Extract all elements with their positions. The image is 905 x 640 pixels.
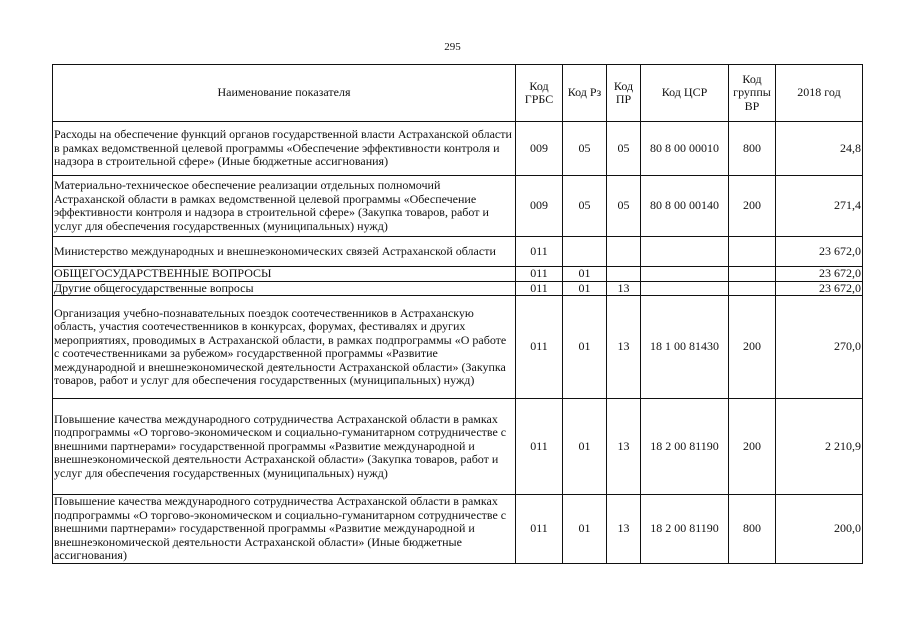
row-vr xyxy=(729,281,776,296)
budget-table xyxy=(52,64,863,564)
row-pr xyxy=(607,237,641,267)
row-pr xyxy=(607,267,641,282)
row-csr: 80 8 00 00140 xyxy=(641,176,729,237)
row-grbs: 011 xyxy=(516,399,563,495)
row-amount: 270,0 xyxy=(776,296,863,399)
row-grbs: 009 xyxy=(516,176,563,237)
row-pr: 05 xyxy=(607,176,641,237)
row-amount: 24,8 xyxy=(776,122,863,176)
row-name: Повышение качества международного сотрудничества Астраханской области в рамках подпрограммы «О торгово-экономическом и социально-гуманитарном сотрудничестве с внешними партнерами» государственной программы «Развитие международной и внешнеэкономической деятельности Астраханской области» (Закупка товаров, работ и услуг для обеспечения государственных (муниципальных) нужд) xyxy=(53,399,516,495)
row-csr: 80 8 00 00010 xyxy=(641,122,729,176)
row-rz xyxy=(563,237,607,267)
row-name: Повышение качества международного сотрудничества Астраханской области в рамках подпрограммы «О торгово-экономическом и социально-гуманитарном сотрудничестве с внешними партнерами» государственной программы «Развитие международной и внешнеэкономической деятельности Астраханской области» (Иные бюджетные ассигнования) xyxy=(53,495,516,564)
row-vr xyxy=(729,267,776,282)
page-number: 295 xyxy=(444,41,461,53)
row-csr: 18 1 00 81430 xyxy=(641,296,729,399)
table-row xyxy=(53,495,863,564)
row-csr xyxy=(641,281,729,296)
row-csr xyxy=(641,237,729,267)
row-vr: 800 xyxy=(729,122,776,176)
row-name: Организация учебно-познавательных поездок соотечественников в Астраханскую область, участия соотечественников в конкурсах, форумах, фестивалях и других мероприятиях, проводимых в Астраханской области, в рамках подпрограммы «О работе с соотечественниками за рубежом» государственной программы «Развитие международной и внешнеэкономической деятельности Астраханской области» (Закупка товаров, работ и услуг для обеспечения государственных (муниципальных) нужд) xyxy=(53,296,516,399)
row-grbs: 011 xyxy=(516,237,563,267)
row-vr: 200 xyxy=(729,296,776,399)
row-rz: 05 xyxy=(563,176,607,237)
row-csr: 18 2 00 81190 xyxy=(641,399,729,495)
header-year: 2018 год xyxy=(776,65,863,122)
row-vr: 200 xyxy=(729,176,776,237)
row-grbs: 009 xyxy=(516,122,563,176)
row-rz: 01 xyxy=(563,281,607,296)
table-row xyxy=(53,281,863,296)
row-name: Расходы на обеспечение функций органов государственной власти Астраханской области в рамках ведомственной целевой программы «Обеспечение эффективности контроля и надзора в строительной сфере» (Иные бюджетные ассигнования) xyxy=(53,122,516,176)
row-csr: 18 2 00 81190 xyxy=(641,495,729,564)
row-grbs: 011 xyxy=(516,495,563,564)
row-pr: 13 xyxy=(607,495,641,564)
row-pr: 13 xyxy=(607,296,641,399)
row-amount: 23 672,0 xyxy=(776,237,863,267)
header-pr: Код ПР xyxy=(607,65,641,122)
row-pr: 05 xyxy=(607,122,641,176)
row-amount: 200,0 xyxy=(776,495,863,564)
row-rz: 01 xyxy=(563,399,607,495)
header-rz: Код Рз xyxy=(563,65,607,122)
row-pr: 13 xyxy=(607,281,641,296)
row-rz: 01 xyxy=(563,296,607,399)
table-row xyxy=(53,176,863,237)
row-grbs: 011 xyxy=(516,267,563,282)
row-amount: 2 210,9 xyxy=(776,399,863,495)
row-rz: 01 xyxy=(563,495,607,564)
row-name: ОБЩЕГОСУДАРСТВЕННЫЕ ВОПРОСЫ xyxy=(53,267,516,282)
row-name: Другие общегосударственные вопросы xyxy=(53,281,516,296)
header-csr: Код ЦСР xyxy=(641,65,729,122)
table-row xyxy=(53,122,863,176)
table-row xyxy=(53,237,863,267)
header-row xyxy=(53,65,863,122)
table-row xyxy=(53,296,863,399)
header-vr: Код группы ВР xyxy=(729,65,776,122)
row-amount: 23 672,0 xyxy=(776,267,863,282)
row-csr xyxy=(641,267,729,282)
header-grbs: Код ГРБС xyxy=(516,65,563,122)
row-grbs: 011 xyxy=(516,296,563,399)
row-vr: 200 xyxy=(729,399,776,495)
table-row xyxy=(53,267,863,282)
header-name: Наименование показателя xyxy=(53,65,516,122)
row-pr: 13 xyxy=(607,399,641,495)
row-rz: 05 xyxy=(563,122,607,176)
row-vr xyxy=(729,237,776,267)
row-vr: 800 xyxy=(729,495,776,564)
table-row xyxy=(53,399,863,495)
row-rz: 01 xyxy=(563,267,607,282)
row-grbs: 011 xyxy=(516,281,563,296)
row-amount: 271,4 xyxy=(776,176,863,237)
row-name: Министерство международных и внешнеэкономических связей Астраханской области xyxy=(53,237,516,267)
row-name: Материально-техническое обеспечение реализации отдельных полномочий Астраханской области в рамках ведомственной целевой программы «Обеспечение эффективности контроля и надзора в строительной сфере» (Закупка товаров, работ и услуг для обеспечения государственных (муниципальных) нужд) xyxy=(53,176,516,237)
row-amount: 23 672,0 xyxy=(776,281,863,296)
